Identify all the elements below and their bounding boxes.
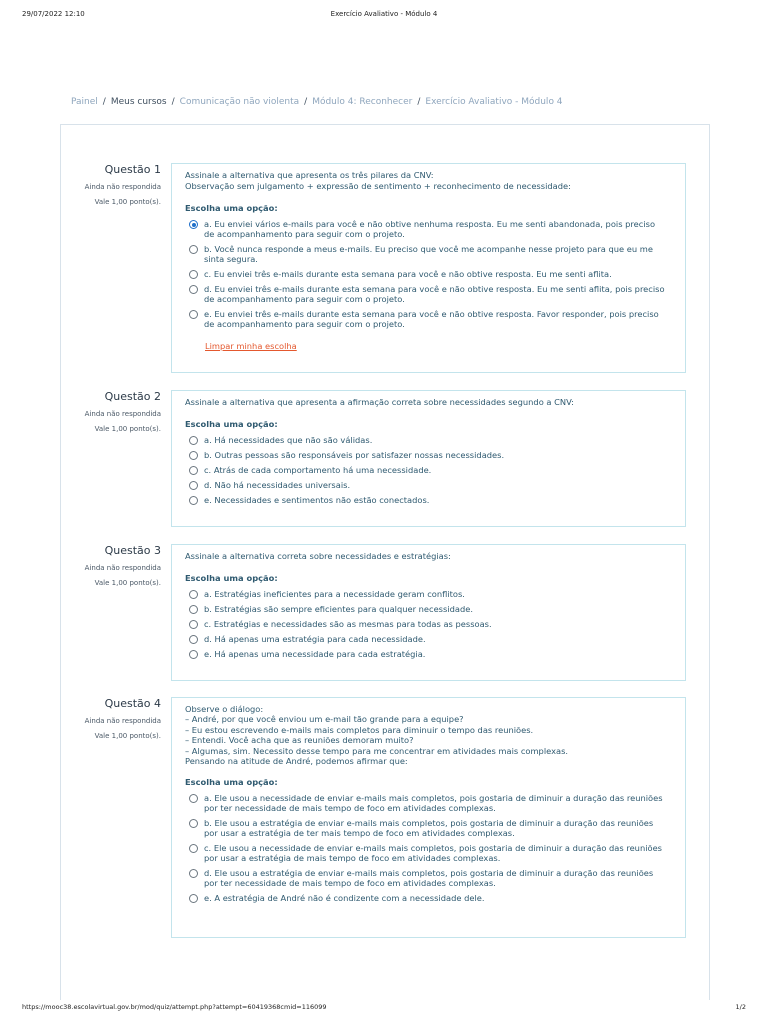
answer-label: a. Estratégias ineficientes para a necessidade geram conflitos. <box>204 589 465 599</box>
radio-icon[interactable] <box>189 466 198 475</box>
question-title: Questão 1 <box>104 163 161 176</box>
radio-icon[interactable] <box>189 590 198 599</box>
radio-icon[interactable] <box>189 635 198 644</box>
answer-option-c[interactable] <box>185 269 673 279</box>
print-header <box>0 10 768 22</box>
choose-option-label: Escolha uma opção: <box>185 419 278 429</box>
radio-icon[interactable] <box>189 285 198 294</box>
question-text: Assinale a alternativa correta sobre necessidades e estratégias: <box>185 551 451 561</box>
breadcrumb <box>71 97 563 107</box>
answer-label: c. Estratégias e necessidades são as mesmas para todas as pessoas. <box>204 619 492 629</box>
question-info <box>83 390 161 434</box>
radio-icon[interactable] <box>189 436 198 445</box>
radio-icon[interactable] <box>189 794 198 803</box>
breadcrumb-item-module[interactable]: Módulo 4: Reconhecer <box>312 97 413 107</box>
question-grade: Vale 1,00 ponto(s). <box>94 425 161 433</box>
answer-option-c[interactable] <box>185 465 673 475</box>
radio-icon[interactable] <box>189 819 198 828</box>
radio-icon[interactable] <box>189 496 198 505</box>
breadcrumb-separator: / <box>304 97 308 107</box>
answer-option-d[interactable] <box>185 284 673 304</box>
radio-icon[interactable] <box>189 894 198 903</box>
answer-option-d[interactable] <box>185 868 673 888</box>
question-info <box>83 163 161 207</box>
answer-option-e[interactable] <box>185 649 673 659</box>
answer-label: e. Necessidades e sentimentos não estão conectados. <box>204 495 430 505</box>
question-box <box>171 544 686 681</box>
answer-list <box>185 219 673 329</box>
answer-label: b. Estratégias são sempre eficientes para qualquer necessidade. <box>204 604 473 614</box>
clear-choice-link[interactable]: Limpar minha escolha <box>205 341 297 351</box>
answer-label: c. Atrás de cada comportamento há uma necessidade. <box>204 465 432 475</box>
question-state: Ainda não respondida <box>84 410 161 418</box>
question-box <box>171 390 686 527</box>
answer-label: b. Ele usou a estratégia de enviar e-mails mais completos, pois gostaria de diminuir a duração das reuniões por usar a estratégia de ter mais tempo de foco em atividades complexas. <box>204 818 654 839</box>
answer-option-a[interactable] <box>185 793 673 813</box>
answer-label: d. Há apenas uma estratégia para cada necessidade. <box>204 634 426 644</box>
question-state: Ainda não respondida <box>84 717 161 725</box>
breadcrumb-separator: / <box>171 97 175 107</box>
answer-option-b[interactable] <box>185 818 673 838</box>
answer-option-c[interactable] <box>185 843 673 863</box>
answer-label: a. Há necessidades que não são válidas. <box>204 435 373 445</box>
answer-list <box>185 589 673 659</box>
answer-label: c. Ele usou a necessidade de enviar e-mails mais completos, pois gostaria de diminuir a duração das reuniões por usar a estratégia de mais tempo de foco em atividades complexas. <box>204 843 663 864</box>
radio-icon[interactable] <box>189 270 198 279</box>
question-state: Ainda não respondida <box>84 564 161 572</box>
choose-option-label: Escolha uma opção: <box>185 777 278 788</box>
breadcrumb-item-meus-cursos[interactable]: Meus cursos <box>110 97 167 107</box>
answer-option-d[interactable] <box>185 480 673 490</box>
print-date: 29/07/2022 12:10 <box>22 10 85 18</box>
answer-option-e[interactable] <box>185 309 673 329</box>
question-grade: Vale 1,00 ponto(s). <box>94 579 161 587</box>
radio-icon[interactable] <box>189 451 198 460</box>
question-grade: Vale 1,00 ponto(s). <box>94 198 161 206</box>
question-info <box>83 544 161 588</box>
breadcrumb-item-painel[interactable]: Painel <box>71 97 98 107</box>
radio-icon[interactable] <box>189 650 198 659</box>
answer-option-b[interactable] <box>185 604 673 614</box>
answer-label: b. Você nunca responde a meus e-mails. Eu preciso que você me acompanhe nesse projeto para que eu me sinta segura. <box>204 244 653 264</box>
answer-option-a[interactable] <box>185 589 673 599</box>
breadcrumb-separator: / <box>102 97 106 107</box>
answer-option-a[interactable] <box>185 219 673 239</box>
choose-option-label: Escolha uma opção: <box>185 573 278 583</box>
answer-option-e[interactable] <box>185 495 673 505</box>
answer-label: a. Ele usou a necessidade de enviar e-mails mais completos, pois gostaria de diminuir a duração das reuniões por ter necessidade de mais tempo de foco em atividades complexas. <box>204 793 663 814</box>
breadcrumb-item-quiz[interactable]: Exercício Avaliativo - Módulo 4 <box>425 97 563 107</box>
answer-label: c. Eu enviei três e-mails durante esta semana para você e não obtive resposta. Eu me senti aflita. <box>204 269 612 279</box>
answer-list <box>185 793 673 903</box>
answer-label: d. Não há necessidades universais. <box>204 480 351 490</box>
question-text: Observe o diálogo: – André, por que você enviou um e-mail tão grande para a equipe? – Eu estou escrevendo e-mails mais completos para diminuir o tempo das reuniões. – Entendi. Você acha que as reuniões demoram muito? – Algumas, sim. Necessito desse tempo para me concentrar em atividades mais complexas. Pensando na atitude de André, podemos afirmar que: <box>185 704 569 767</box>
answer-option-b[interactable] <box>185 450 673 460</box>
radio-icon[interactable] <box>189 310 198 319</box>
answer-label: a. Eu enviei vários e-mails para você e não obtive nenhuma resposta. Eu me senti abandonada, pois preciso de acompanhamento para seguir com o projeto. <box>204 219 656 239</box>
answer-option-d[interactable] <box>185 634 673 644</box>
radio-icon[interactable] <box>189 481 198 490</box>
answer-option-a[interactable] <box>185 435 673 445</box>
print-page-number: 1/2 <box>735 1003 746 1011</box>
print-url: https://mooc38.escolavirtual.gov.br/mod/quiz/attempt.php?attempt=60419368cmid=116099 <box>22 1003 327 1011</box>
answer-list <box>185 435 673 505</box>
answer-label: e. Eu enviei três e-mails durante esta semana para você e não obtive resposta. Favor responder, pois preciso de acompanhamento para seguir com o projeto. <box>204 309 659 329</box>
answer-option-c[interactable] <box>185 619 673 629</box>
answer-option-e[interactable] <box>185 893 673 903</box>
question-title: Questão 2 <box>104 390 161 403</box>
breadcrumb-item-course[interactable]: Comunicação não violenta <box>179 97 300 107</box>
breadcrumb-separator: / <box>417 97 421 107</box>
question-grade: Vale 1,00 ponto(s). <box>94 732 161 740</box>
radio-icon[interactable] <box>189 245 198 254</box>
radio-icon[interactable] <box>189 605 198 614</box>
radio-icon[interactable] <box>189 620 198 629</box>
question-state: Ainda não respondida <box>84 183 161 191</box>
question-text: Assinale a alternativa que apresenta os três pilares da CNV: Observação sem julgamento + expressão de sentimento + reconhecimento de necessidade: <box>185 170 571 191</box>
answer-label: d. Ele usou a estratégia de enviar e-mails mais completos, pois gostaria de diminuir a duração das reuniões por ter necessidade de mais tempo de foco em atividades complexas. <box>204 868 654 889</box>
answer-label: e. A estratégia de André não é condizente com a necessidade dele. <box>204 893 485 904</box>
question-text: Assinale a alternativa que apresenta a afirmação correta sobre necessidades segundo a CNV: <box>185 397 574 407</box>
question-box <box>171 697 686 938</box>
answer-label: e. Há apenas uma necessidade para cada estratégia. <box>204 649 426 659</box>
print-title: Exercício Avaliativo - Módulo 4 <box>330 10 438 18</box>
radio-icon[interactable] <box>189 869 198 878</box>
choose-option-label: Escolha uma opção: <box>185 203 278 213</box>
question-title: Questão 3 <box>104 544 161 557</box>
radio-icon[interactable] <box>189 844 198 853</box>
question-title: Questão 4 <box>104 697 161 710</box>
answer-label: b. Outras pessoas são responsáveis por satisfazer nossas necessidades. <box>204 450 505 460</box>
question-box <box>171 163 686 373</box>
radio-checked-icon[interactable] <box>189 220 198 229</box>
answer-option-b[interactable] <box>185 244 673 264</box>
answer-label: d. Eu enviei três e-mails durante esta semana para você e não obtive resposta. Eu me senti aflita, pois preciso de acompanhamento para seguir com o projeto. <box>204 284 665 304</box>
question-info <box>83 697 161 741</box>
